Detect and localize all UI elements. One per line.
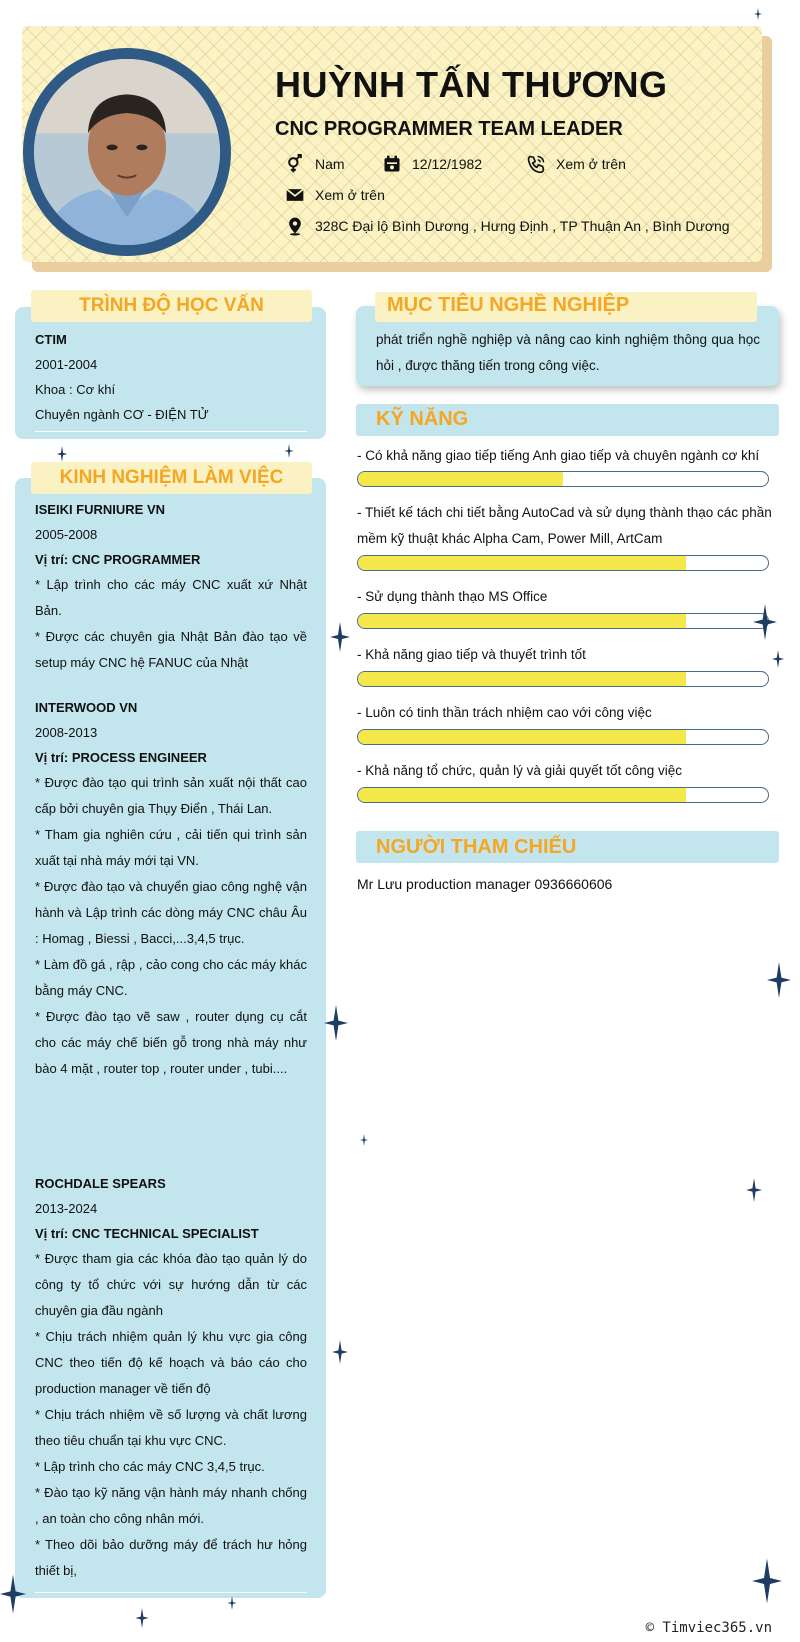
address-value: 328C Đại lộ Bình Dương , Hưng Định , TP Thuận An , Bình Dương [315, 218, 730, 234]
skill-bar-fill [358, 730, 686, 744]
star-icon [332, 1340, 348, 1364]
skills-heading: KỸ NĂNG [376, 408, 469, 430]
objective-heading: MỤC TIÊU NGHỀ NGHIỆP [387, 294, 630, 316]
gender-info [285, 154, 345, 174]
experience-divider [35, 1592, 307, 1593]
education-faculty: Khoa : Cơ khí [35, 382, 116, 397]
job-duty: * Được các chuyên gia Nhật Bản đào tạo về setup máy CNC hệ FANUC của Nhật [35, 629, 307, 670]
email-value: Xem ở trên [315, 187, 385, 203]
phone-icon [526, 154, 546, 174]
star-icon [330, 622, 350, 652]
job-years: 2005-2008 [35, 527, 98, 542]
job-duty: * Được đào tạo vẽ saw , router dụng cụ cắt cho các máy chế biến gỗ trong nhà máy như bào 4 mặt , router top , router under , tubi.... [35, 1009, 307, 1076]
job-duty: * Được tham gia các khóa đào tạo quản lý do công ty tổ chức với sự hướng dẫn từ các chuyên gia đầu ngành [35, 1251, 307, 1318]
candidate-name: HUỲNH TẤN THƯƠNG [275, 64, 668, 105]
skill-bar [357, 787, 769, 803]
education-major: Chuyên ngành CƠ - ĐIỆN TỬ [35, 407, 209, 422]
star-icon [772, 650, 784, 668]
email-info [285, 185, 385, 205]
job-company: ROCHDALE SPEARS [35, 1176, 166, 1191]
skill-bar [357, 613, 769, 629]
skill-bar [357, 729, 769, 745]
skill-label: - Sử dụng thành thạo MS Office [357, 589, 548, 604]
skill-label: - Có khả năng giao tiếp tiếng Anh giao tiếp và chuyên ngành cơ khí [357, 448, 760, 463]
star-icon [0, 1574, 26, 1614]
job-duty: * Làm đồ gá , rập , cảo cong cho các máy khác bằng máy CNC. [35, 957, 307, 998]
job-duty: * Theo dõi bảo dưỡng máy để trách hư hỏng thiết bị, [35, 1537, 307, 1578]
experience-job-2 [35, 695, 307, 1082]
star-icon [282, 444, 296, 458]
objective-text: phát triển nghề nghiệp và nâng cao kinh nghiệm thông qua học hỏi , được thăng tiến trong công việc. [376, 332, 760, 373]
avatar [23, 48, 231, 256]
skill-bar-fill [358, 472, 563, 486]
experience-job-3 [35, 1171, 307, 1584]
job-years: 2008-2013 [35, 725, 98, 740]
star-icon [746, 1178, 762, 1202]
avatar-photo [34, 59, 220, 245]
skill-bar [357, 555, 769, 571]
star-icon [754, 8, 762, 20]
job-duty: * Lập trình cho các máy CNC xuất xứ Nhật Bản. [35, 577, 307, 618]
star-icon [752, 1558, 782, 1604]
star-icon [56, 446, 68, 462]
skill-bar-fill [358, 672, 686, 686]
star-icon [226, 1596, 238, 1610]
job-duty: * Chịu trách nhiệm quản lý khu vực gia công CNC theo tiến độ kế hoạch và báo cáo cho production manager về tiến độ [35, 1329, 307, 1396]
education-years: 2001-2004 [35, 357, 98, 372]
star-icon [360, 1134, 368, 1146]
references-text: Mr Lưu production manager 0936660606 [357, 876, 613, 892]
gender-icon [285, 154, 305, 174]
skill-label: - Thiết kế tách chi tiết bằng AutoCad và sử dụng thành thạo các phần mềm kỹ thuật khác Alpha Cam, Power Mill, ArtCam [357, 505, 772, 546]
experience-heading: KINH NGHIỆM LÀM VIỆC [31, 462, 312, 494]
job-position: Vị trí: PROCESS ENGINEER [35, 750, 207, 765]
skill-bar [357, 471, 769, 487]
skill-bar-fill [358, 788, 686, 802]
candidate-job-title: CNC PROGRAMMER TEAM LEADER [275, 118, 623, 140]
job-duty: * Được đào tạo qui trình sản xuất nội thất cao cấp bởi chuyên gia Thụy Điển , Thái Lan. [35, 775, 307, 816]
job-duty: * Đào tạo kỹ năng vận hành máy nhanh chống , an toàn cho công nhân mới. [35, 1485, 307, 1526]
job-company: INTERWOOD VN [35, 700, 138, 715]
references-heading: NGƯỜI THAM CHIẾU [376, 836, 577, 858]
watermark: © Timviec365.vn [645, 1620, 772, 1636]
star-icon [135, 1608, 149, 1628]
skill-label: - Khả năng giao tiếp và thuyết trình tốt [357, 647, 586, 662]
experience-job-1 [35, 497, 307, 676]
education-school: CTIM [35, 332, 67, 347]
address-info [285, 216, 730, 236]
job-position: Vị trí: CNC TECHNICAL SPECIALIST [35, 1226, 259, 1241]
job-duty: * Chịu trách nhiệm về số lượng và chất lương theo tiêu chuẩn tại khu vực CNC. [35, 1407, 307, 1448]
job-years: 2013-2024 [35, 1201, 98, 1216]
star-icon [323, 1005, 349, 1041]
gender-value: Nam [315, 156, 345, 172]
skill-bar-fill [358, 556, 686, 570]
star-icon [752, 604, 778, 640]
skill-label: - Luôn có tinh thần trách nhiệm cao với công việc [357, 705, 652, 720]
envelope-icon [285, 185, 305, 205]
skill-label: - Khả năng tổ chức, quản lý và giải quyết tốt công việc [357, 763, 682, 778]
job-position: Vị trí: CNC PROGRAMMER [35, 552, 201, 567]
skill-bar-fill [358, 614, 686, 628]
skill-bar [357, 671, 769, 687]
job-duty: * Tham gia nghiên cứu , cải tiến qui trình sản xuất tại nhà máy mới tại VN. [35, 827, 307, 868]
education-content [35, 327, 307, 427]
phone-value: Xem ở trên [556, 156, 626, 172]
job-company: ISEIKI FURNIURE VN [35, 502, 166, 517]
education-heading: TRÌNH ĐỘ HỌC VẤN [31, 290, 312, 322]
job-duty: * Lập trình cho các máy CNC 3,4,5 trục. [35, 1459, 265, 1474]
dob-value: 12/12/1982 [412, 156, 483, 172]
star-icon [766, 962, 792, 998]
dob-info [382, 154, 482, 174]
job-duty: * Được đào tạo và chuyển giao công nghệ vận hành và Lập trình các dòng máy CNC châu Âu : Homag , Biessi , Bacci,...3,4,5 trục. [35, 879, 307, 946]
calendar-icon [382, 154, 402, 174]
phone-info [526, 154, 626, 174]
location-pin-icon [285, 216, 305, 236]
education-divider [35, 431, 307, 432]
